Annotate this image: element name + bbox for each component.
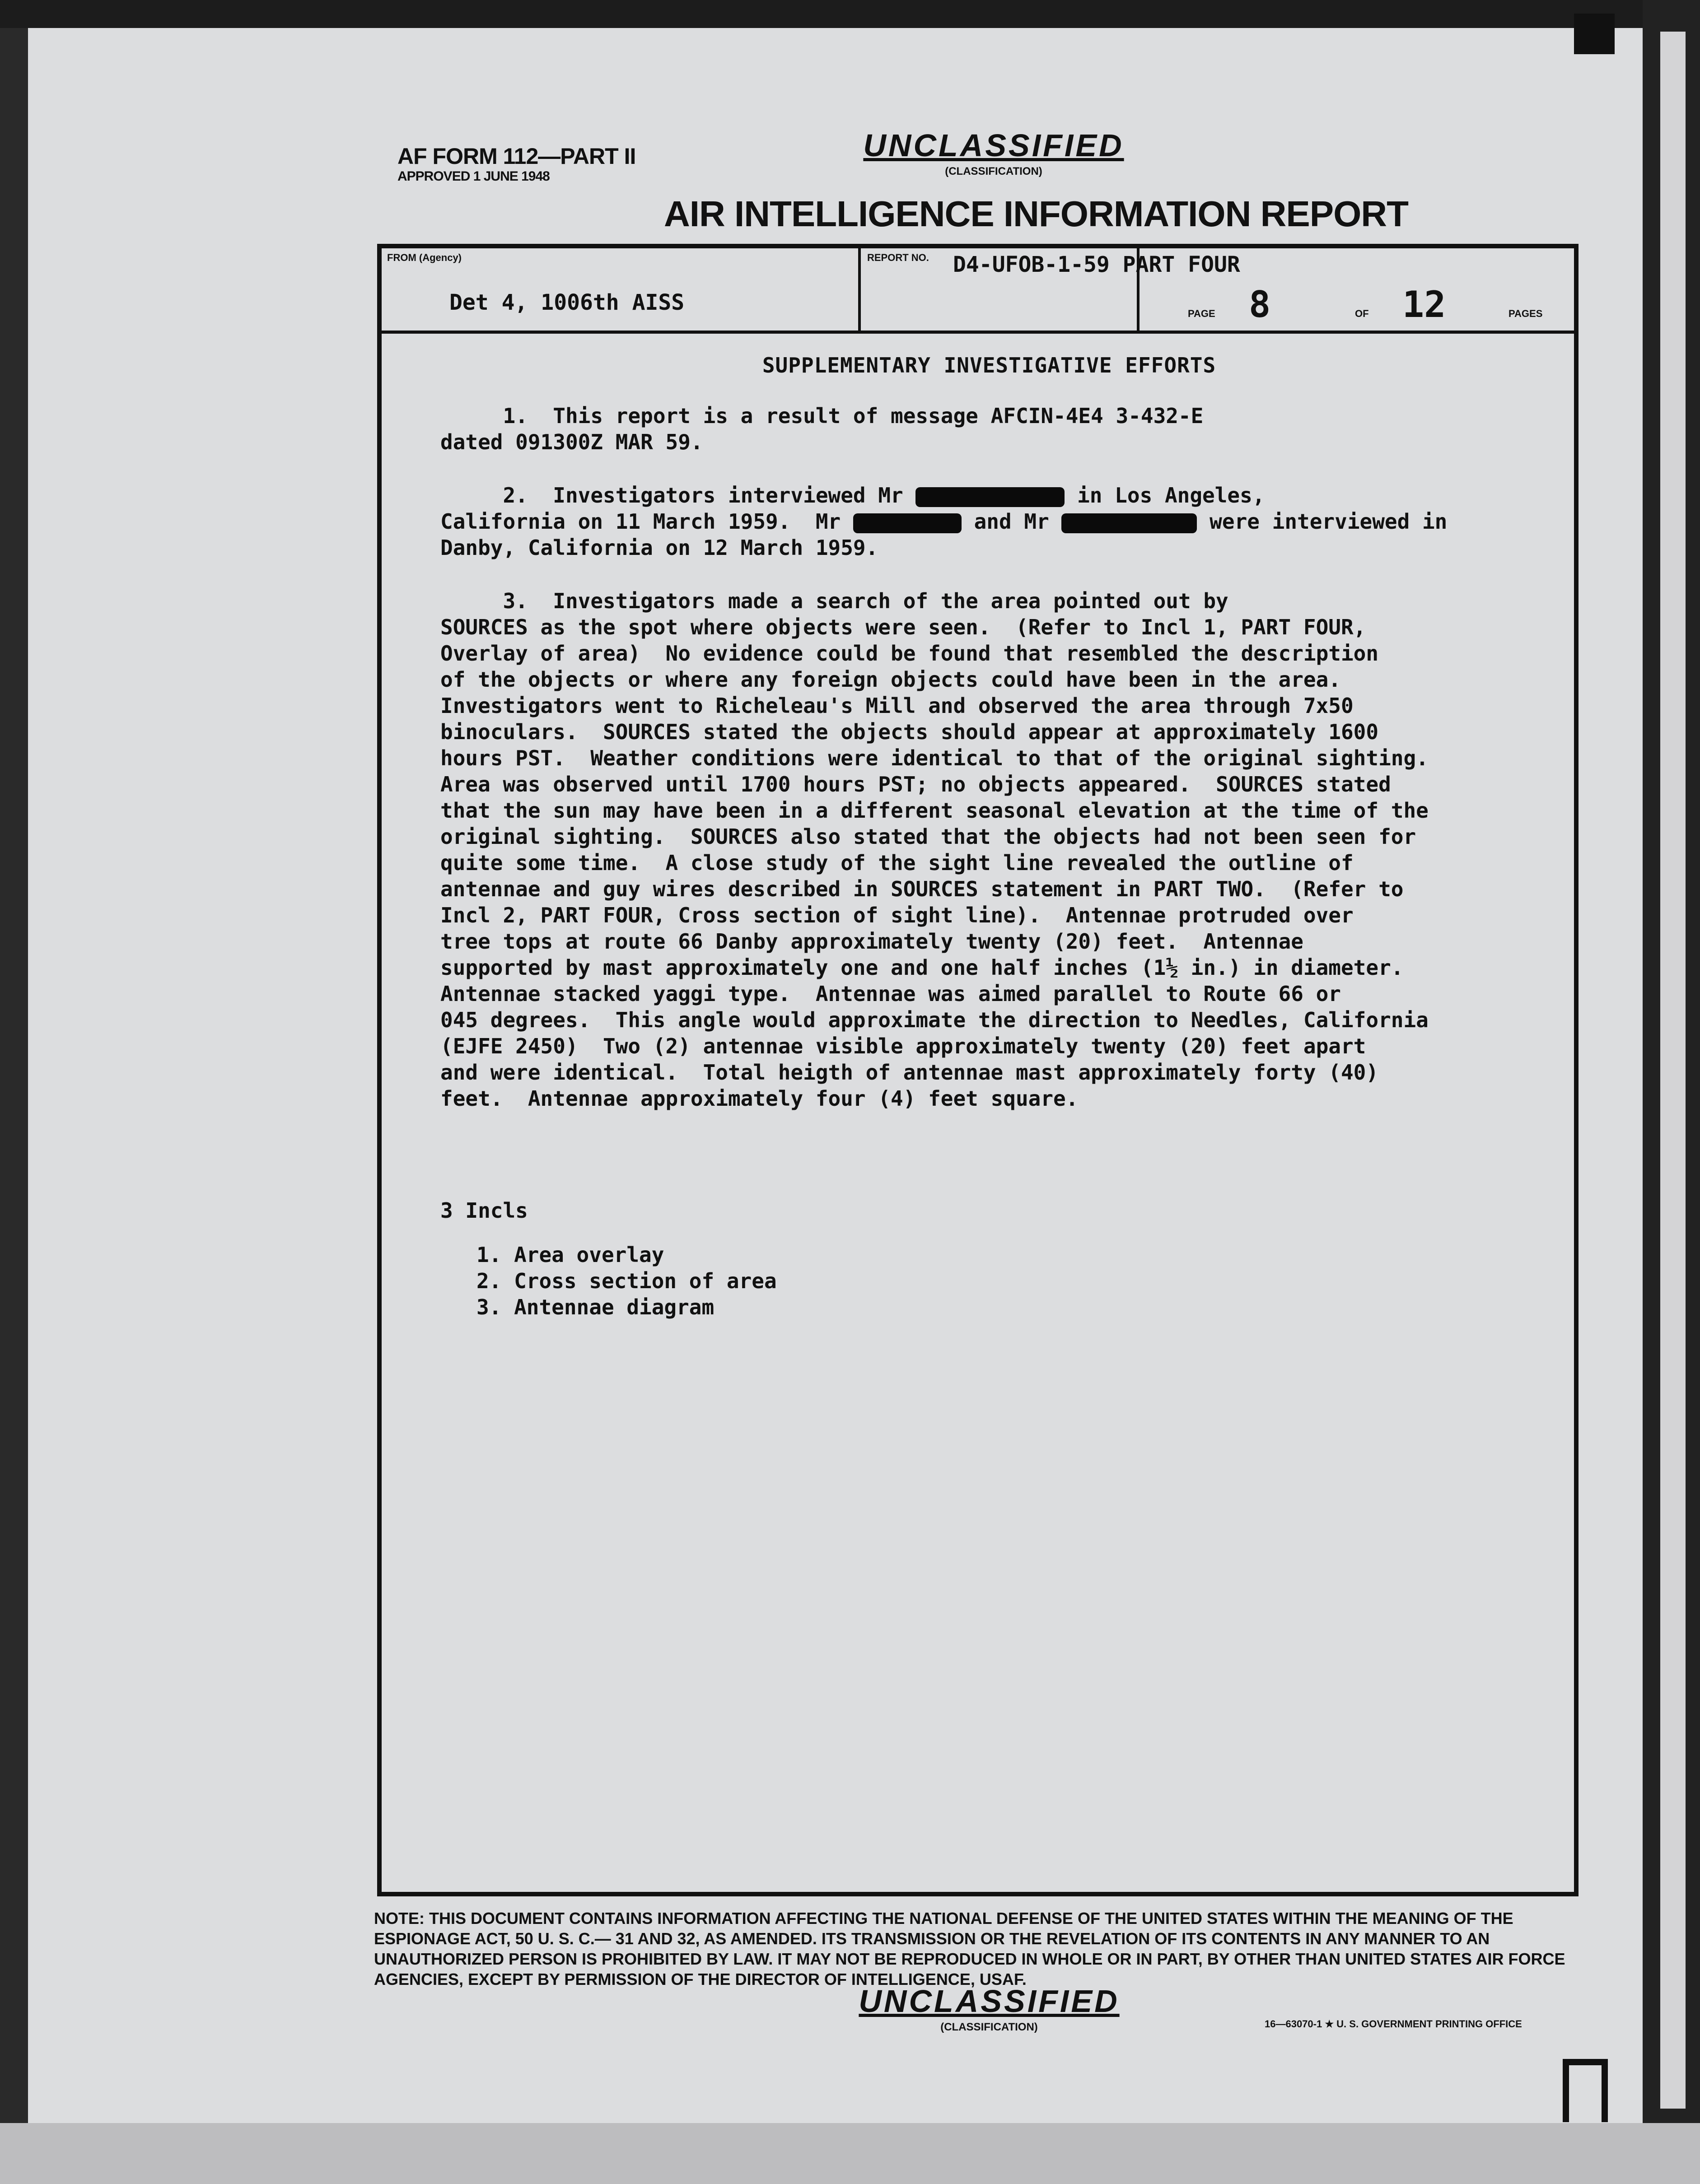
section-title: SUPPLEMENTARY INVESTIGATIVE EFFORTS: [762, 353, 1216, 377]
report-title: AIR INTELLIGENCE INFORMATION REPORT: [664, 194, 1408, 234]
header-divider-1: [858, 248, 861, 331]
inclosure-item: 2. Cross section of area: [476, 1269, 777, 1293]
page-label: PAGE: [1188, 308, 1215, 319]
form-identifier: [397, 144, 635, 184]
report-frame: [377, 244, 1579, 1896]
classification-caption: (CLASSIFICATION): [945, 165, 1042, 177]
pages-label: PAGES: [1509, 308, 1543, 319]
inclosure-item: 3. Antennae diagram: [476, 1295, 715, 1319]
report-no-value: D4-UFOB-1-59 PART FOUR: [953, 252, 1240, 277]
from-label: FROM (Agency): [387, 252, 462, 263]
paragraph-2-part-d: were interviewed in Danby, California on 12 March 1959.: [440, 509, 1448, 560]
classification-stamp-top: [858, 127, 1129, 178]
report-no-label: REPORT NO.: [867, 252, 929, 263]
espionage-act-notice: NOTE: THIS DOCUMENT CONTAINS INFORMATION AFFECTING THE NATIONAL DEFENSE OF THE UNITED STATES WITHIN THE MEANING OF THE ESPIONAGE ACT, 50 U. S. C.— 31 AND 32, AS AMENDED. ITS TRANSMISSION OR THE REVELATION OF ITS CONTENTS IN ANY MANNER TO AN UNAUTHORIZED PERSON IS PROHIBITED BY LAW. IT MAY NOT BE REPRODUCED IN WHOLE OR IN PART, BY OTHER THAN UNITED STATES AIR FORCE AGENCIES, EXCEPT BY PERMISSION OF THE DIRECTOR OF INTELLIGENCE, USAF.: [374, 1909, 1565, 1988]
scan-top-edge: [0, 0, 1700, 28]
redaction-2: [853, 513, 962, 533]
corner-registration-mark: [1574, 14, 1615, 54]
classification-word: UNCLASSIFIED: [863, 128, 1124, 163]
inclosure-item: 1. Area overlay: [476, 1243, 664, 1267]
redaction-3: [1061, 513, 1197, 533]
paragraph-2-part-c: and Mr: [961, 509, 1062, 534]
report-body: [440, 352, 1538, 1320]
redaction-1: [915, 487, 1065, 507]
form-approved-date: APPROVED 1 JUNE 1948: [397, 169, 550, 184]
classification-word: UNCLASSIFIED: [859, 1984, 1120, 2019]
report-header-row: [382, 248, 1574, 334]
scan-bottom-edge: [0, 2123, 1700, 2184]
form-number: AF FORM 112—PART II: [397, 144, 636, 169]
paragraph-2: [440, 482, 1538, 561]
paragraph-2-part-a: 2. Investigators interviewed Mr: [440, 483, 916, 508]
classification-caption: (CLASSIFICATION): [940, 2021, 1038, 2033]
classification-stamp-bottom: [854, 1983, 1125, 2034]
paragraph-2-part-b: in Los Angeles, California on 11 March 1959. Mr: [440, 483, 1265, 534]
page-number: 8: [1249, 284, 1271, 326]
inclosures-list: [440, 1197, 1538, 1320]
from-value: Det 4, 1006th AISS: [449, 290, 685, 315]
of-label: OF: [1355, 308, 1369, 319]
inclosures-heading: 3 Incls: [440, 1198, 528, 1223]
paragraph-3: 3. Investigators made a search of the area pointed out by SOURCES as the spot where objects were seen. (Refer to Incl 1, PART FOUR, Overlay of area) No evidence could be found that resembled the description of the objects or where any foreign objects could have been in the area. Investigators went to Richeleau's Mill and observed the area through 7x50 binoculars. SOURCES stated the objects should appear at approximately 1600 hours PST. Weather conditions were identical to that of the original sighting. Area was observed until 1700 hours PST; no objects appeared. SOURCES stated that the sun may have been in a different seasonal elevation at the time of the original sighting. SOURCES also stated that the objects had not been seen for quite some time. A close study of the sight line revealed the outline of antennae and guy wires described in SOURCES statement in PART TWO. (Refer to Incl 2, PART FOUR, Cross section of sight line). Antennae protruded over tree tops at route 66 Danby approximately twenty (20) feet. Antennae supported by mast approximately one and one half inches (1½ in.) in diameter. Antennae stacked yaggi type. Antennae was aimed parallel to Route 66 or 045 degrees. This angle would approximate the direction to Needles, California (EJFE 2450) Two (2) antennae visible approximately twenty (20) feet apart and were identical. Total heigth of antennae mast approximately forty (40) feet. Antennae approximately four (4) feet square.: [440, 589, 1429, 1111]
corner-registration-mark-bottom: [1563, 2059, 1608, 2122]
total-pages: 12: [1402, 284, 1446, 326]
scan-right-strip: [1660, 32, 1686, 2109]
printer-mark: 16—63070-1 ★ U. S. GOVERNMENT PRINTING OFFICE: [1265, 2018, 1522, 2030]
paragraph-1: 1. This report is a result of message AFCIN-4E4 3-432-E dated 091300Z MAR 59.: [440, 404, 1204, 454]
